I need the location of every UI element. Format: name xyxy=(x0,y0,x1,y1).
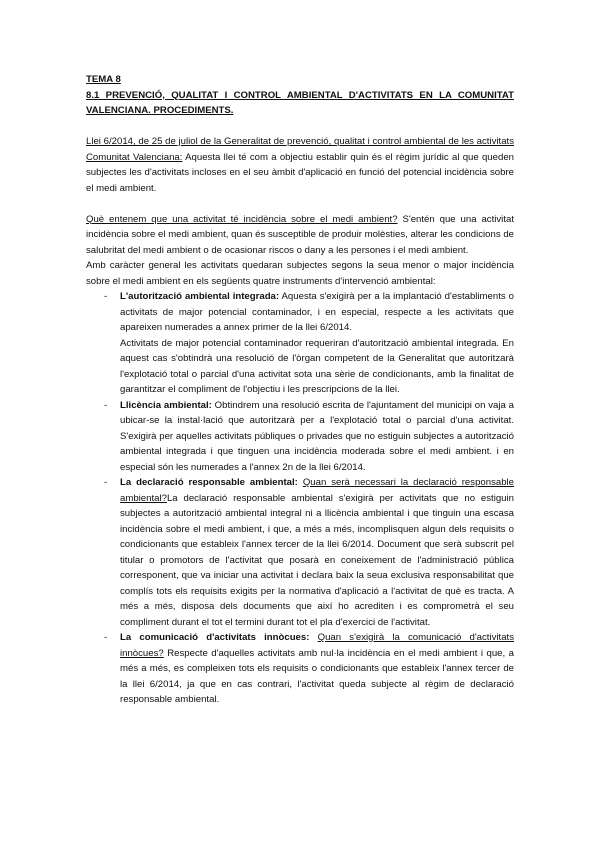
list-item xyxy=(120,475,514,630)
item-text: Aquesta s'exigirà per a la implantació d'establiments o activitats de major potencial contaminador, i en especial, respecte a les activitats que apareixen numerades a annex primer de la llei 6/2014. xyxy=(120,291,514,333)
item-label: Llicència ambiental: xyxy=(120,399,212,411)
item-question: Quan serà necessari la declaració responsable ambiental? xyxy=(120,477,515,504)
law-title: Llei 6/2014, de 25 de juliol de la Generalitat de prevenció, qualitat i control ambiental de les activitats Comunitat Valenciana: xyxy=(86,136,514,163)
definition-question: Què entenem que una activitat té incidència sobre el medi ambient? xyxy=(86,213,398,225)
item-text: Respecte d'aquelles activitats amb nul·la incidència en el medi ambient i que, a més a més, es compleixen tots els requisits o condicionants que estableix l'annex tercer de la llei 6/2014, ja que en cas contrari, l'activitat queda subjecte al règim de declaració responsable ambiental. xyxy=(120,647,514,705)
definition-paragraph xyxy=(86,212,514,259)
item-text: La declaració responsable ambiental s'exigirà per activitats que no estiguin subjectes a autorització ambiental integral ni a llicència ambiental i que tinguin una escasa incidència sobre el medi ambient, i que, a més a més, incomplisquen algun dels requisits o condicionants que estableix l'annex tercer de la llei 6/2014. Document que serà subscrit pel titular o promotors de l'activitat que posarà en coneixement de l'administració pública corresponent, que va iniciar una activitat i declara baix la seua exclusiva responsabilitat que complís tots els requisits exigits per la normativa d'aplicació a l'activitat de què es tracta. A més a més, disposa dels documents que així ho acrediten i es comprometrà el seu compliment durant el tot el termini durant tot el pla d'exercici de l'activitat. xyxy=(120,492,514,628)
intro-paragraph xyxy=(86,134,514,196)
chapter-label: TEMA 8 xyxy=(86,74,121,85)
item-label: La comunicació d'activitats innòcues: xyxy=(120,632,310,643)
item-label: La declaració responsable ambiental: xyxy=(120,477,298,488)
item-question: Quan s'exigirà la comunicació d'activitats innòcues? xyxy=(120,632,514,659)
document-body xyxy=(86,72,514,708)
item-label: L'autorització ambiental integrada: xyxy=(120,291,280,302)
general-paragraph: Amb caràcter general les activitats quedaran subjectes segons la seua menor o major incidència sobre el medi ambient en els següents quatre instruments d'intervenció ambiental: xyxy=(86,260,514,287)
definition-answer: S'entén que una activitat incidència sobre el medi ambient, quan és susceptible de produir molèsties, alterar les condicions de salubritat del medi ambient o de ocasionar riscos o dany a les persones i el medi ambient. xyxy=(86,213,514,256)
list-item xyxy=(120,289,514,398)
list-item xyxy=(120,630,514,708)
section-title: 8.1 PREVENCIÓ, QUALITAT I CONTROL AMBIENTAL D'ACTIVITATS EN LA COMUNITAT VALENCIANA. PROCEDIMENTS. xyxy=(86,89,514,116)
intro-text: Aquesta llei té com a objectiu establir quin és el règim jurídic al que queden subjectes les d'activitats incloses en el seu àmbit d'aplicació en funció del potencial incidència sobre el medi ambient. xyxy=(86,151,514,194)
instruments-list xyxy=(86,289,514,708)
item-extra: Activitats de major potencial contaminador requeriran d'autorització ambiental integrada. En aquest cas s'obtindrà una resolució de l'òrgan competent de la Generalitat que autoritzarà l'explotació total o parcial d'una activitat sota una sèrie de condicionants, amb la finalitat de garantitzar el compliment de l'objectiu i les prescripcions de la llei. xyxy=(120,337,514,395)
item-text: Obtindrem una resolució escrita de l'ajuntament del municipi on vaja a ubicar-se la instal·lació que autoritzarà per a l'explotació total o parcial d'una activitat. S'exigirà per aquelles activitats públiques o privades que no estiguin subjectes a autorització ambiental integrada i que tinguen una incidència moderada sobre el medi ambient. i en especial són les numerades a l'annex 2n de la llei 6/2014. xyxy=(120,399,515,473)
list-item xyxy=(120,398,514,476)
